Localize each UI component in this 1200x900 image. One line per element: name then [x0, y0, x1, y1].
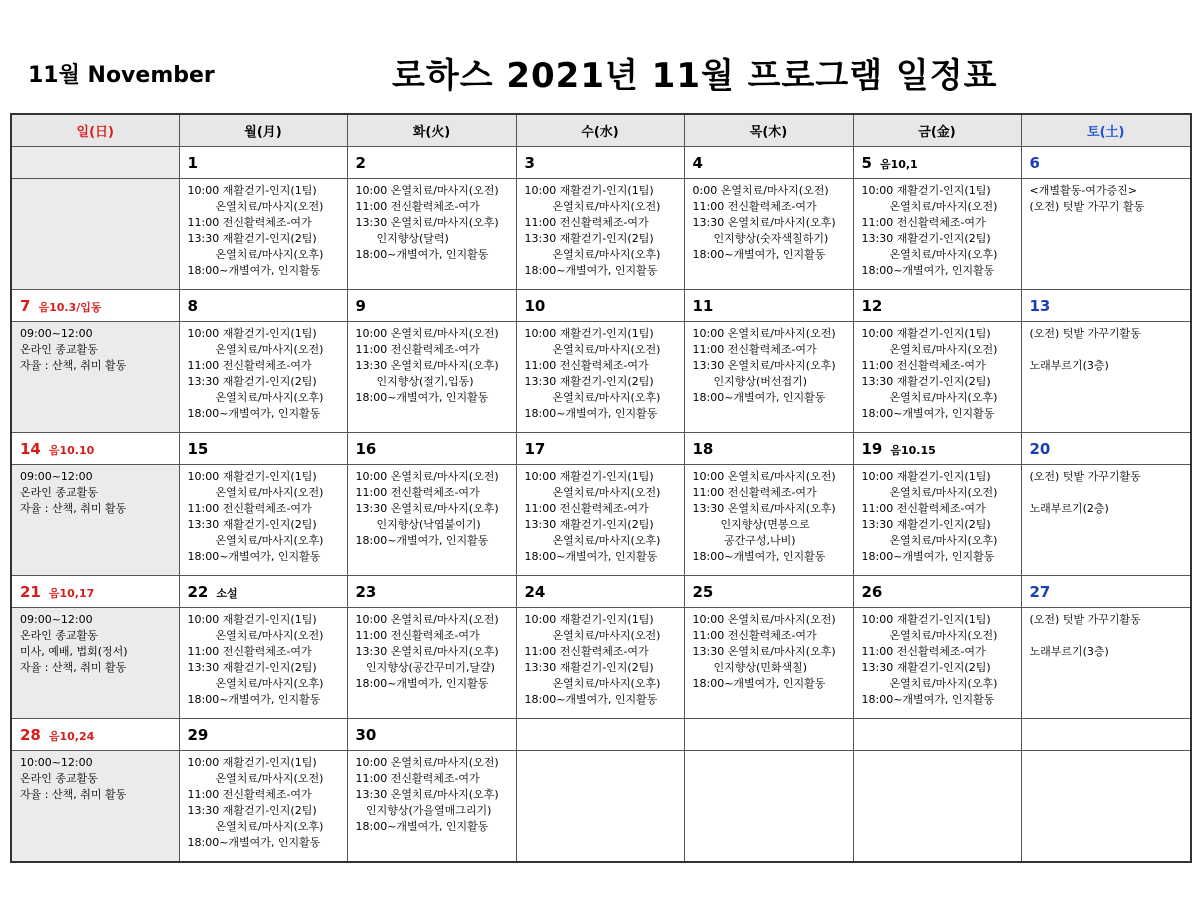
day-schedule-cell: <개별활동-여가증진> (오전) 텃밭 가꾸기 활동 — [1021, 179, 1191, 290]
day-number: 30 — [355, 725, 377, 744]
day-schedule-cell: 10:00 온열치료/마사지(오전) 11:00 전신활력체조-여가 13:30 온열치료/마사지(오후) 인지향상(공간꾸미기,달걀) 18:00~개별여가, 인지활동 — [347, 608, 516, 719]
day-number-cell — [11, 147, 179, 179]
day-number: 27 — [1029, 582, 1051, 601]
week-schedule-row — [11, 179, 1191, 290]
day-number: 25 — [692, 582, 714, 601]
weekday-sunday: 일(日) — [11, 114, 179, 147]
day-number: 12 — [861, 296, 883, 315]
day-schedule-cell: (오전) 텃밭 가꾸기활동 노래부르기(3층) — [1021, 322, 1191, 433]
day-number: 14 — [20, 439, 41, 458]
day-number: 29 — [187, 725, 209, 744]
day-number: 11 — [692, 296, 714, 315]
day-schedule-cell: 10:00 재활걷기-인지(1팀) 온열치료/마사지(오전) 11:00 전신활력체조-여가 13:30 재활걷기-인지(2팀) 온열치료/마사지(오후) 18:00~개별여가, 인지활동 — [179, 608, 347, 719]
lunar-date-note: 음10.3/입동 — [38, 300, 102, 314]
lunar-date-note: 음10,1 — [879, 157, 918, 171]
day-number: 26 — [861, 582, 883, 601]
lunar-date-note: 음10,24 — [48, 729, 95, 743]
week-date-row — [11, 147, 1191, 179]
day-number-cell — [516, 290, 684, 322]
day-number: 1 — [187, 153, 198, 172]
day-schedule-cell — [684, 751, 853, 863]
week-schedule-row — [11, 751, 1191, 863]
day-number-cell — [347, 290, 516, 322]
day-schedule-cell — [853, 751, 1021, 863]
day-schedule-cell: 10:00 재활걷기-인지(1팀) 온열치료/마사지(오전) 11:00 전신활력체조-여가 13:30 재활걷기-인지(2팀) 온열치료/마사지(오후) 18:00~개별여가, 인지활동 — [853, 322, 1021, 433]
day-number: 24 — [524, 582, 546, 601]
day-number: 20 — [1029, 439, 1051, 458]
day-number: 16 — [355, 439, 377, 458]
day-schedule-cell: 10:00 재활걷기-인지(1팀) 온열치료/마사지(오전) 11:00 전신활력체조-여가 13:30 재활걷기-인지(2팀) 온열치료/마사지(오후) 18:00~개별여가, 인지활동 — [516, 179, 684, 290]
day-schedule-cell: 10:00 온열치료/마사지(오전) 11:00 전신활력체조-여가 13:30 온열치료/마사지(오후) 인지향상(버선접기) 18:00~개별여가, 인지활동 — [684, 322, 853, 433]
weekday-thursday: 목(木) — [684, 114, 853, 147]
day-number-cell — [684, 147, 853, 179]
week-date-row — [11, 290, 1191, 322]
day-schedule-cell: 09:00~12:00 온라인 종교활동 자율 : 산책, 취미 활동 — [11, 465, 179, 576]
day-number: 5 — [861, 153, 872, 172]
weekday-wednesday: 수(水) — [516, 114, 684, 147]
day-schedule-cell: 10:00 재활걷기-인지(1팀) 온열치료/마사지(오전) 11:00 전신활력체조-여가 13:30 재활걷기-인지(2팀) 온열치료/마사지(오후) 18:00~개별여가, 인지활동 — [179, 465, 347, 576]
day-number-cell — [853, 290, 1021, 322]
day-number-cell — [11, 719, 179, 751]
week-date-row — [11, 576, 1191, 608]
day-schedule-cell: 10:00 재활걷기-인지(1팀) 온열치료/마사지(오전) 11:00 전신활력체조-여가 13:30 재활걷기-인지(2팀) 온열치료/마사지(오후) 18:00~개별여가, 인지활동 — [853, 465, 1021, 576]
lunar-date-note: 음10.15 — [890, 443, 936, 457]
day-schedule-cell: 10:00 재활걷기-인지(1팀) 온열치료/마사지(오전) 11:00 전신활력체조-여가 13:30 재활걷기-인지(2팀) 온열치료/마사지(오후) 18:00~개별여가, 인지활동 — [179, 179, 347, 290]
day-schedule-cell: 10:00 재활걷기-인지(1팀) 온열치료/마사지(오전) 11:00 전신활력체조-여가 13:30 재활걷기-인지(2팀) 온열치료/마사지(오후) 18:00~개별여가, 인지활동 — [853, 608, 1021, 719]
day-number-cell — [11, 290, 179, 322]
day-number: 23 — [355, 582, 377, 601]
day-number-cell — [516, 576, 684, 608]
day-number: 7 — [20, 296, 31, 315]
day-schedule-cell — [516, 751, 684, 863]
day-schedule-cell: 09:00~12:00 온라인 종교활동 자율 : 산책, 취미 활동 — [11, 322, 179, 433]
day-number-cell — [1021, 433, 1191, 465]
day-schedule-cell: 10:00 온열치료/마사지(오전) 11:00 전신활력체조-여가 13:30 온열치료/마사지(오후) 인지향상(면봉으로 공간구성,나비) 18:00~개별여가, 인지활동 — [684, 465, 853, 576]
week-date-row — [11, 433, 1191, 465]
day-schedule-cell: 10:00 온열치료/마사지(오전) 11:00 전신활력체조-여가 13:30 온열치료/마사지(오후) 인지향상(절기,입동) 18:00~개별여가, 인지활동 — [347, 322, 516, 433]
weekday-header-row — [11, 114, 1191, 147]
day-number: 8 — [187, 296, 198, 315]
day-schedule-cell: 09:00~12:00 온라인 종교활동 미사, 예배, 법회(정서) 자율 : 산책, 취미 활동 — [11, 608, 179, 719]
day-number: 18 — [692, 439, 714, 458]
day-schedule-cell — [1021, 751, 1191, 863]
day-number: 2 — [355, 153, 366, 172]
day-number: 22 — [187, 582, 209, 601]
day-number-cell — [347, 576, 516, 608]
day-schedule-cell: (오전) 텃밭 가꾸기활동 노래부르기(3층) — [1021, 608, 1191, 719]
week-date-row — [11, 719, 1191, 751]
week-schedule-row — [11, 322, 1191, 433]
day-number-cell — [684, 290, 853, 322]
day-number-cell — [179, 576, 347, 608]
day-number-cell — [179, 433, 347, 465]
day-number-cell — [179, 147, 347, 179]
day-number-cell — [853, 719, 1021, 751]
lunar-date-note: 음10,17 — [48, 586, 95, 600]
weekday-saturday: 토(土) — [1021, 114, 1191, 147]
day-number: 21 — [20, 582, 41, 601]
day-number: 9 — [355, 296, 366, 315]
day-schedule-cell: 10:00 재활걷기-인지(1팀) 온열치료/마사지(오전) 11:00 전신활력체조-여가 13:30 재활걷기-인지(2팀) 온열치료/마사지(오후) 18:00~개별여가, 인지활동 — [516, 465, 684, 576]
day-number-cell — [347, 147, 516, 179]
week-schedule-row — [11, 465, 1191, 576]
lunar-date-note: 소설 — [216, 586, 238, 600]
day-number-cell — [1021, 576, 1191, 608]
day-schedule-cell: 10:00 재활걷기-인지(1팀) 온열치료/마사지(오전) 11:00 전신활력체조-여가 13:30 재활걷기-인지(2팀) 온열치료/마사지(오후) 18:00~개별여가, 인지활동 — [179, 322, 347, 433]
day-schedule-cell: 10:00 온열치료/마사지(오전) 11:00 전신활력체조-여가 13:30 온열치료/마사지(오후) 인지향상(낙엽붙이기) 18:00~개별여가, 인지활동 — [347, 465, 516, 576]
day-number-cell — [347, 433, 516, 465]
day-schedule-cell: 10:00 재활걷기-인지(1팀) 온열치료/마사지(오전) 11:00 전신활력체조-여가 13:30 재활걷기-인지(2팀) 온열치료/마사지(오후) 18:00~개별여가, 인지활동 — [853, 179, 1021, 290]
day-number: 4 — [692, 153, 703, 172]
day-number-cell — [684, 719, 853, 751]
day-schedule-cell: 10:00 온열치료/마사지(오전) 11:00 전신활력체조-여가 13:30 온열치료/마사지(오후) 인지향상(달력) 18:00~개별여가, 인지활동 — [347, 179, 516, 290]
day-number-cell — [179, 719, 347, 751]
day-number-cell — [684, 433, 853, 465]
day-schedule-cell: 10:00 재활걷기-인지(1팀) 온열치료/마사지(오전) 11:00 전신활력체조-여가 13:30 재활걷기-인지(2팀) 온열치료/마사지(오후) 18:00~개별여가, 인지활동 — [516, 608, 684, 719]
calendar-body — [11, 147, 1191, 863]
day-number: 10 — [524, 296, 546, 315]
day-number-cell — [853, 433, 1021, 465]
calendar-table — [10, 113, 1192, 863]
day-number-cell — [853, 576, 1021, 608]
day-number: 28 — [20, 725, 41, 744]
day-number-cell — [11, 576, 179, 608]
weekday-friday: 금(金) — [853, 114, 1021, 147]
day-number-cell — [347, 719, 516, 751]
day-schedule-cell — [11, 179, 179, 290]
day-schedule-cell: 10:00~12:00 온라인 종교활동 자율 : 산책, 취미 활동 — [11, 751, 179, 863]
page-title: 로하스 2021년 11월 프로그램 일정표 — [392, 56, 998, 96]
day-number: 15 — [187, 439, 209, 458]
day-number-cell — [179, 290, 347, 322]
day-schedule-cell: (오전) 텃밭 가꾸기활동 노래부르기(2층) — [1021, 465, 1191, 576]
weekday-monday: 월(月) — [179, 114, 347, 147]
weekday-tuesday: 화(火) — [347, 114, 516, 147]
day-number-cell — [1021, 719, 1191, 751]
day-schedule-cell: 0:00 온열치료/마사지(오전) 11:00 전신활력체조-여가 13:30 온열치료/마사지(오후) 인지향상(숫자색칠하기) 18:00~개별여가, 인지활동 — [684, 179, 853, 290]
day-number-cell — [684, 576, 853, 608]
day-number: 13 — [1029, 296, 1051, 315]
day-schedule-cell: 10:00 재활걷기-인지(1팀) 온열치료/마사지(오전) 11:00 전신활력체조-여가 13:30 재활걷기-인지(2팀) 온열치료/마사지(오후) 18:00~개별여가, 인지활동 — [516, 322, 684, 433]
day-number: 3 — [524, 153, 535, 172]
day-number-cell — [1021, 290, 1191, 322]
lunar-date-note: 음10.10 — [48, 443, 95, 457]
day-number: 17 — [524, 439, 546, 458]
day-schedule-cell: 10:00 온열치료/마사지(오전) 11:00 전신활력체조-여가 13:30 온열치료/마사지(오후) 인지향상(가을열매그리기) 18:00~개별여가, 인지활동 — [347, 751, 516, 863]
day-number-cell — [11, 433, 179, 465]
day-number-cell — [516, 433, 684, 465]
day-number-cell — [853, 147, 1021, 179]
day-number-cell — [516, 719, 684, 751]
month-label: 11월 November — [28, 63, 215, 88]
week-schedule-row — [11, 608, 1191, 719]
day-schedule-cell: 10:00 온열치료/마사지(오전) 11:00 전신활력체조-여가 13:30 온열치료/마사지(오후) 인지향상(민화색칠) 18:00~개별여가, 인지활동 — [684, 608, 853, 719]
day-number-cell — [516, 147, 684, 179]
day-number-cell — [1021, 147, 1191, 179]
day-number: 6 — [1029, 153, 1040, 172]
day-schedule-cell: 10:00 재활걷기-인지(1팀) 온열치료/마사지(오전) 11:00 전신활력체조-여가 13:30 재활걷기-인지(2팀) 온열치료/마사지(오후) 18:00~개별여가, 인지활동 — [179, 751, 347, 863]
day-number: 19 — [861, 439, 883, 458]
